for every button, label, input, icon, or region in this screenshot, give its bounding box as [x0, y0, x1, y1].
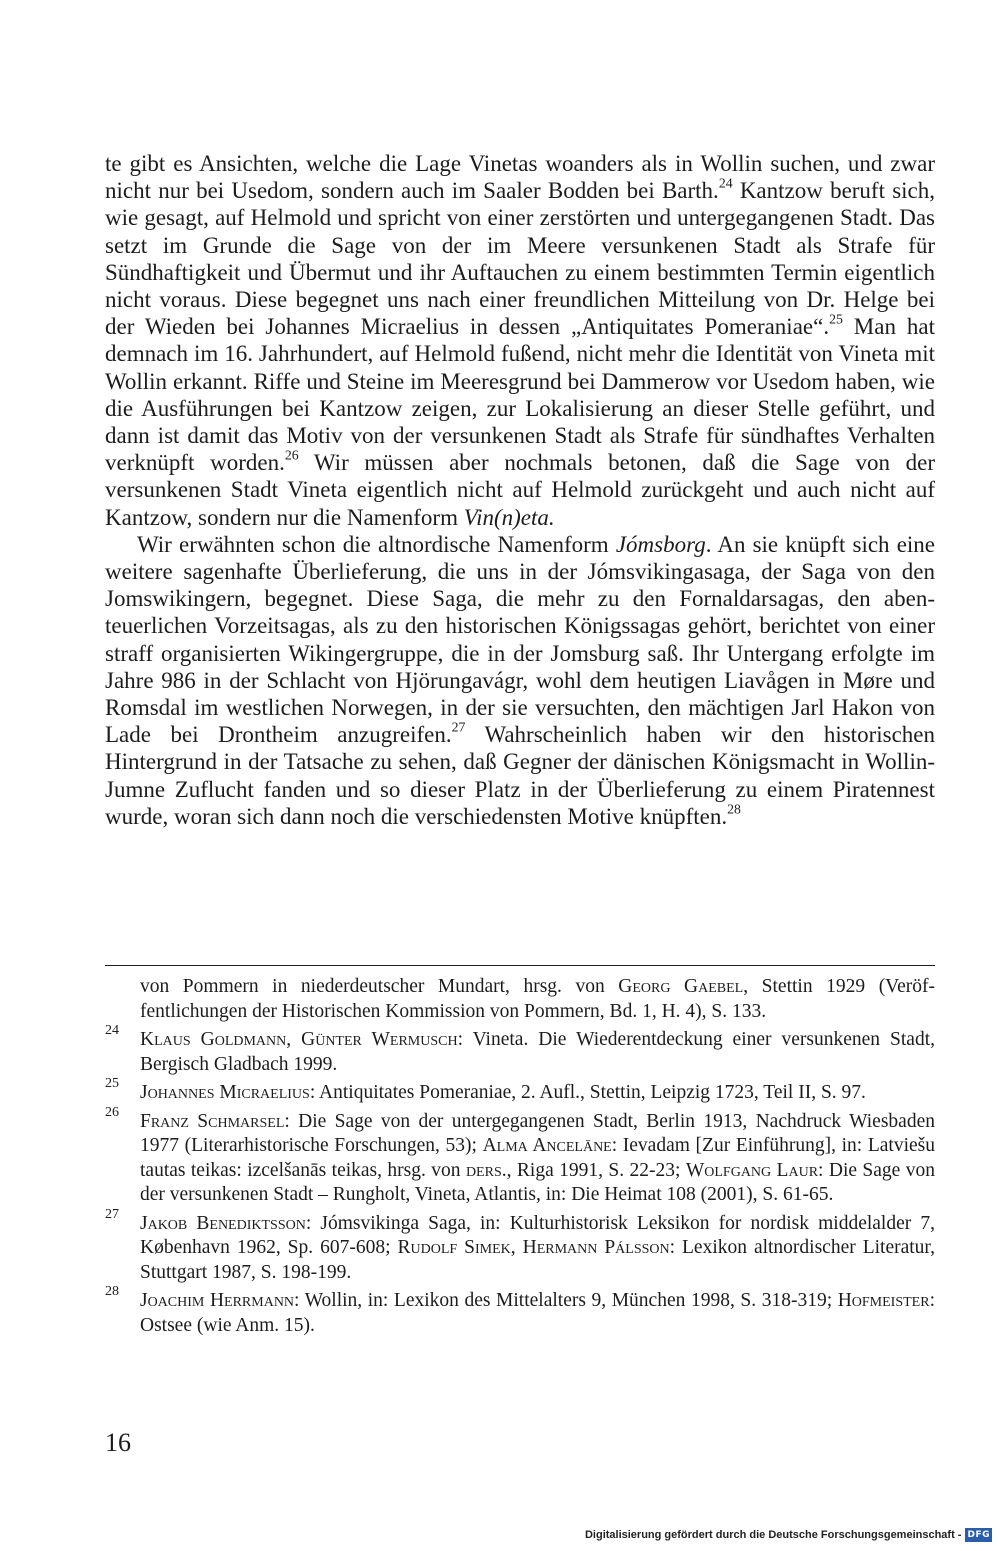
- text-run: Wahrscheinlich haben wir den historischen Hintergrund in der Tatsache zu sehen, daß Gegner der dänischen Königsmacht in Wollin-Jumne Zuflucht fanden und so dieser Platz in der Überlieferung zu einem Piratennest wurde, woran sich dann noch die verschiedensten Motive knüpften.: [105, 722, 935, 829]
- author-name: Jakob Benediktsson: [140, 1212, 306, 1234]
- text-run: : Jómsvikinga Saga, in: Kulturhistorisk Leksikon for nordisk middelalder 7, København 1962, Sp. 607-608;: [140, 1212, 935, 1258]
- text-run: Wir müssen aber nochmals betonen, daß die Sage von der versunkenen Stadt Vineta eigentlich nicht auf Helmold zurückgeht und auch nicht auf Kantzow, sondern nur die Namenform: [105, 450, 935, 530]
- paragraph-1: [105, 150, 935, 531]
- text-run: : Antiquitates Pomeraniae, 2. Aufl., Stettin, Leipzig 1723, Teil II, S. 97.: [309, 1082, 866, 1103]
- text-run: : Vineta. Die Wiederentdeckung einer versunkenen Stadt, Bergisch Gladbach 1999.: [140, 1029, 935, 1075]
- text-run: : Ievadam [Zur Einführung], in: Latviešu tautas teikas: izcelšanās teikas, hrsg. von: [140, 1135, 935, 1181]
- text-run: : Ostsee (wie Anm. 15).: [140, 1290, 935, 1336]
- footnotes: [105, 975, 935, 1342]
- footnote-ref-28[interactable]: 28: [727, 801, 741, 817]
- text-run: te gibt es Ansichten, welche die Lage Vinetas woanders als in Wollin suchen, und zwar nicht nur bei Usedom, sondern auch im Saaler Bodden bei Barth.: [105, 151, 935, 204]
- footnote-27: [105, 1206, 936, 1286]
- footnote-separator: [105, 965, 935, 966]
- author-name: Wolfgang Laur: [685, 1159, 819, 1181]
- author-name: Georg Gaebel: [618, 976, 744, 997]
- text-run: : Die Sage von der untergegangenen Stadt, Berlin 1913, Nachdruck Wiesbaden 1977 (Literarhistorische Forschungen, 53);: [140, 1110, 935, 1156]
- footnote-ref-26[interactable]: 26: [284, 447, 299, 463]
- main-text: [105, 150, 935, 830]
- author-name: Franz Schmarsel: [140, 1110, 285, 1132]
- author-name: Joachim Herrmann: [140, 1290, 295, 1311]
- text-run: : Wollin, in: Lexikon des Mittelalters 9, München 1998, S. 318-319;: [294, 1290, 838, 1311]
- text-run: Wir erwähnten schon die altnordische Namenform: [137, 531, 616, 557]
- text-run: , Stettin 1929 (Veröffentlichungen der Historischen Kommission von Pommern, Bd. 1, H. 4), S. 133.: [140, 976, 935, 1022]
- text-run: von Pommern in niederdeutscher Mundart, hrsg. von: [140, 976, 619, 997]
- text-run: : Die Sage von der versunkenen Stadt – Rungholt, Vineta, Atlantis, in: Die Heimat 108 (2001), S. 61-65.: [140, 1159, 935, 1205]
- footnote-26: [105, 1104, 935, 1208]
- page-number: 16: [105, 1428, 131, 1457]
- paragraph-2: [105, 531, 935, 830]
- author-name: ders.: [465, 1159, 507, 1181]
- text-run: . An sie knüpft sich eine weitere sagenhafte Überlieferung, die uns in der Jómsvikingasaga, der Saga von den Jomswikingern, begegnet. Diese Saga, die mehr zu den Fornaldarsagas, den abenteuerlichen Vorzeitsagas, als zu den historischen Königssagas gehört, berichtet von einer straff organisierten Wikingergruppe, die in der Jomsburg saß. Ihr Untergang erfolgte im Jahre 986 in der Schlacht von Hjörungavágr, wohl dem heutigen Liavågen in Møre und Romsdal im westlichen Norwegen, in der sie versuchten, den mächtigen Jarl Hakon von Lade bei Drontheim anzugreifen.: [105, 531, 936, 748]
- text-run: ,: [510, 1237, 523, 1258]
- footnote-number: 25: [105, 1076, 119, 1091]
- footnote-24: [105, 1023, 935, 1077]
- text-run: , Riga 1991, S. 22-23;: [506, 1159, 686, 1181]
- text-run: Kantzow beruft sich, wie gesagt, auf Helmold und spricht von einer zerstörten und untergegangenen Stadt. Das setzt im Grunde die Sage von der im Meere versunkenen Stadt als Strafe für Sündhaftigkeit und Übermut und ihr Auftauchen zu einem bestimmten Termin eigentlich nicht voraus. Diese begegnet uns nach einer freundlichen Mitteilung von Dr. Helge bei der Wieden bei Johannes Micraelius in dessen „Antiquitates Pomeraniae“.: [105, 178, 936, 340]
- footnote-ref-25[interactable]: 25: [829, 311, 843, 327]
- footnote-25: [105, 1076, 935, 1106]
- text-run: ,: [286, 1029, 302, 1050]
- dfg-logo-icon: DFG: [967, 1530, 990, 1540]
- footnote-ref-27[interactable]: 27: [451, 719, 466, 735]
- author-name: Klaus Goldmann: [140, 1029, 287, 1050]
- digitization-credit: [585, 1526, 992, 1544]
- italic-term: Jómsborg: [615, 531, 706, 557]
- author-name: Hermann Pálsson: [522, 1237, 670, 1258]
- footnote-number: 26: [105, 1104, 119, 1120]
- credit-text: Digitalisierung gefördert durch die Deutsche Forschungsgemeinschaft -: [584, 1529, 962, 1541]
- text-run: : Lexikon altnordischer Literatur, Stuttgart 1987, S. 198-199.: [140, 1237, 936, 1283]
- footnote-number: 27: [105, 1206, 119, 1222]
- author-name: Hofmeister: [837, 1290, 930, 1311]
- footnote-ref-24[interactable]: 24: [718, 175, 733, 191]
- author-name: Günter Wermusch: [301, 1029, 458, 1050]
- footnote-number: 24: [105, 1023, 119, 1038]
- footnote-continuation: [105, 975, 935, 1024]
- author-name: Johannes Micraelius: [140, 1082, 310, 1103]
- italic-term: Vin(n)eta.: [463, 504, 555, 530]
- author-name: Alma Ancelāne: [482, 1135, 612, 1156]
- author-name: Rudolf Simek: [397, 1237, 511, 1258]
- footnote-number: 28: [105, 1284, 119, 1299]
- footnote-28: [105, 1284, 935, 1338]
- text-run: Man hat demnach im 16. Jahrhundert, auf Helmold fußend, nicht mehr die Identität von Vineta mit Wollin erkannt. Riffe und Steine im Meeresgrund bei Dammerow vor Usedom haben, wie die Ausführungen bei Kantzow zeigen, zur Lokalisierung an dieser Stelle geführt, und dann ist damit das Motiv von der versunkenen Stadt als Strafe für sündhaftes Verhalten verknüpft worden.: [105, 314, 935, 476]
